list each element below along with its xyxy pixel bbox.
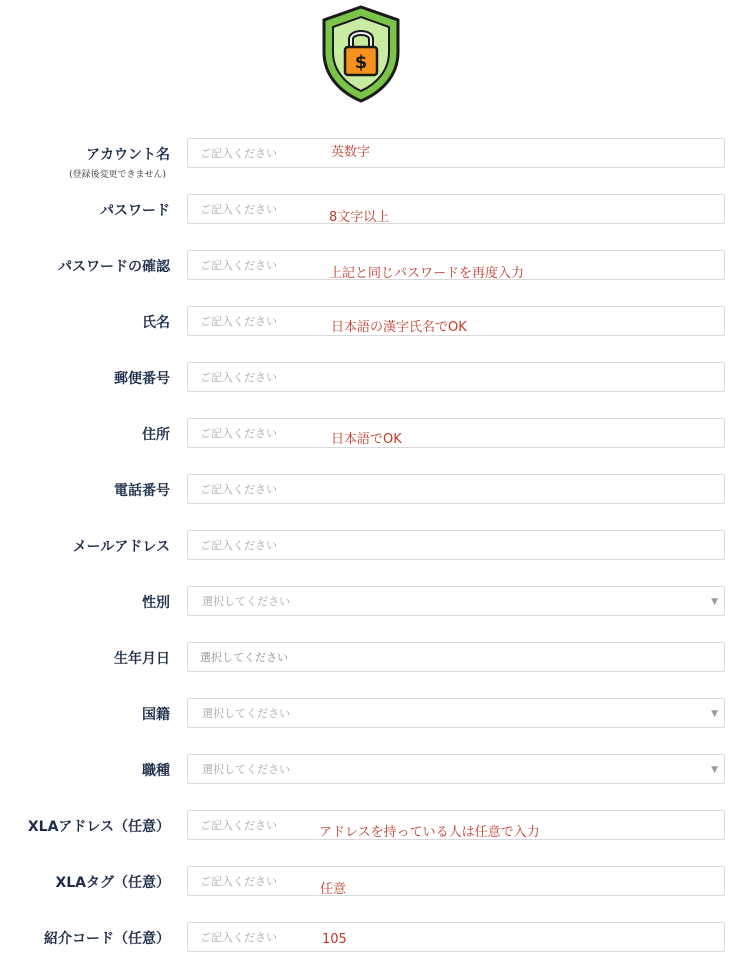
chevron-down-icon: ▼ (711, 709, 718, 719)
password-row (0, 194, 744, 228)
nationality-placeholder: 選択してください (202, 707, 290, 720)
referral-code-label: 紹介コード（任意） (44, 931, 170, 947)
referral-code-input[interactable] (187, 922, 725, 952)
email-row (0, 530, 744, 564)
account-name-input[interactable] (187, 138, 725, 168)
occupation-select[interactable] (187, 754, 725, 784)
account-name-sublabel: (登録後変更できません) (68, 170, 166, 180)
email-placeholder: ご記入ください (200, 539, 277, 552)
full-name-label: 氏名 (142, 315, 170, 331)
occupation-row (0, 754, 744, 788)
nationality-label: 国籍 (142, 707, 170, 723)
full-name-row (0, 306, 744, 340)
xla-tag-input[interactable] (187, 866, 725, 896)
gender-label: 性別 (142, 595, 170, 611)
phone-placeholder: ご記入ください (200, 483, 277, 496)
xla-tag-label: XLAタグ（任意） (55, 875, 170, 891)
address-row (0, 418, 744, 452)
password-confirm-placeholder: ご記入ください (200, 259, 277, 272)
xla-address-label: XLAアドレス（任意） (27, 819, 170, 835)
account-name-placeholder: ご記入ください (200, 147, 277, 160)
birthdate-placeholder: 選択してください (200, 651, 288, 664)
occupation-label: 職種 (142, 763, 170, 779)
password-note: 8文字以上 (329, 210, 390, 225)
birthdate-input[interactable] (187, 642, 725, 672)
account-name-label: アカウント名 (86, 147, 170, 163)
xla-address-note: アドレスを持っている人は任意で入力 (319, 825, 540, 840)
postal-code-placeholder: ご記入ください (200, 371, 277, 384)
xla-tag-row (0, 866, 744, 900)
phone-row (0, 474, 744, 508)
chevron-down-icon: ▼ (711, 597, 718, 607)
password-label: パスワード (100, 203, 170, 219)
xla-tag-placeholder: ご記入ください (200, 875, 277, 888)
email-label: メールアドレス (72, 539, 170, 555)
shield-lock-icon (318, 4, 404, 104)
nationality-row (0, 698, 744, 732)
address-note: 日本語でOK (331, 432, 402, 447)
xla-address-placeholder: ご記入ください (200, 819, 277, 832)
occupation-placeholder: 選択してください (202, 763, 290, 776)
referral-code-note: 105 (322, 932, 347, 947)
referral-code-placeholder: ご記入ください (200, 931, 277, 944)
phone-input[interactable] (187, 474, 725, 504)
postal-code-label: 郵便番号 (114, 371, 170, 387)
logo-dollar-sign: $ (354, 52, 368, 73)
postal-code-input[interactable] (187, 362, 725, 392)
password-confirm-label: パスワードの確認 (58, 259, 170, 275)
phone-label: 電話番号 (114, 483, 170, 499)
address-label: 住所 (142, 427, 170, 443)
password-input[interactable] (187, 194, 725, 224)
address-input[interactable] (187, 418, 725, 448)
email-input[interactable] (187, 530, 725, 560)
full-name-note: 日本語の漢字氏名でOK (331, 320, 467, 335)
gender-select[interactable] (187, 586, 725, 616)
xla-tag-note: 任意 (320, 882, 347, 897)
birthdate-label: 生年月日 (114, 651, 170, 667)
password-confirm-note: 上記と同じパスワードを再度入力 (329, 266, 525, 281)
password-confirm-row (0, 250, 744, 284)
gender-placeholder: 選択してください (202, 595, 290, 608)
postal-code-row (0, 362, 744, 396)
account-name-note: 英数字 (331, 145, 371, 160)
birthdate-row (0, 642, 744, 676)
nationality-select[interactable] (187, 698, 725, 728)
chevron-down-icon: ▼ (711, 765, 718, 775)
full-name-placeholder: ご記入ください (200, 315, 277, 328)
account-name-row (0, 138, 744, 180)
password-placeholder: ご記入ください (200, 203, 277, 216)
xla-address-row (0, 810, 744, 844)
gender-row (0, 586, 744, 620)
referral-code-row (0, 922, 744, 956)
address-placeholder: ご記入ください (200, 427, 277, 440)
